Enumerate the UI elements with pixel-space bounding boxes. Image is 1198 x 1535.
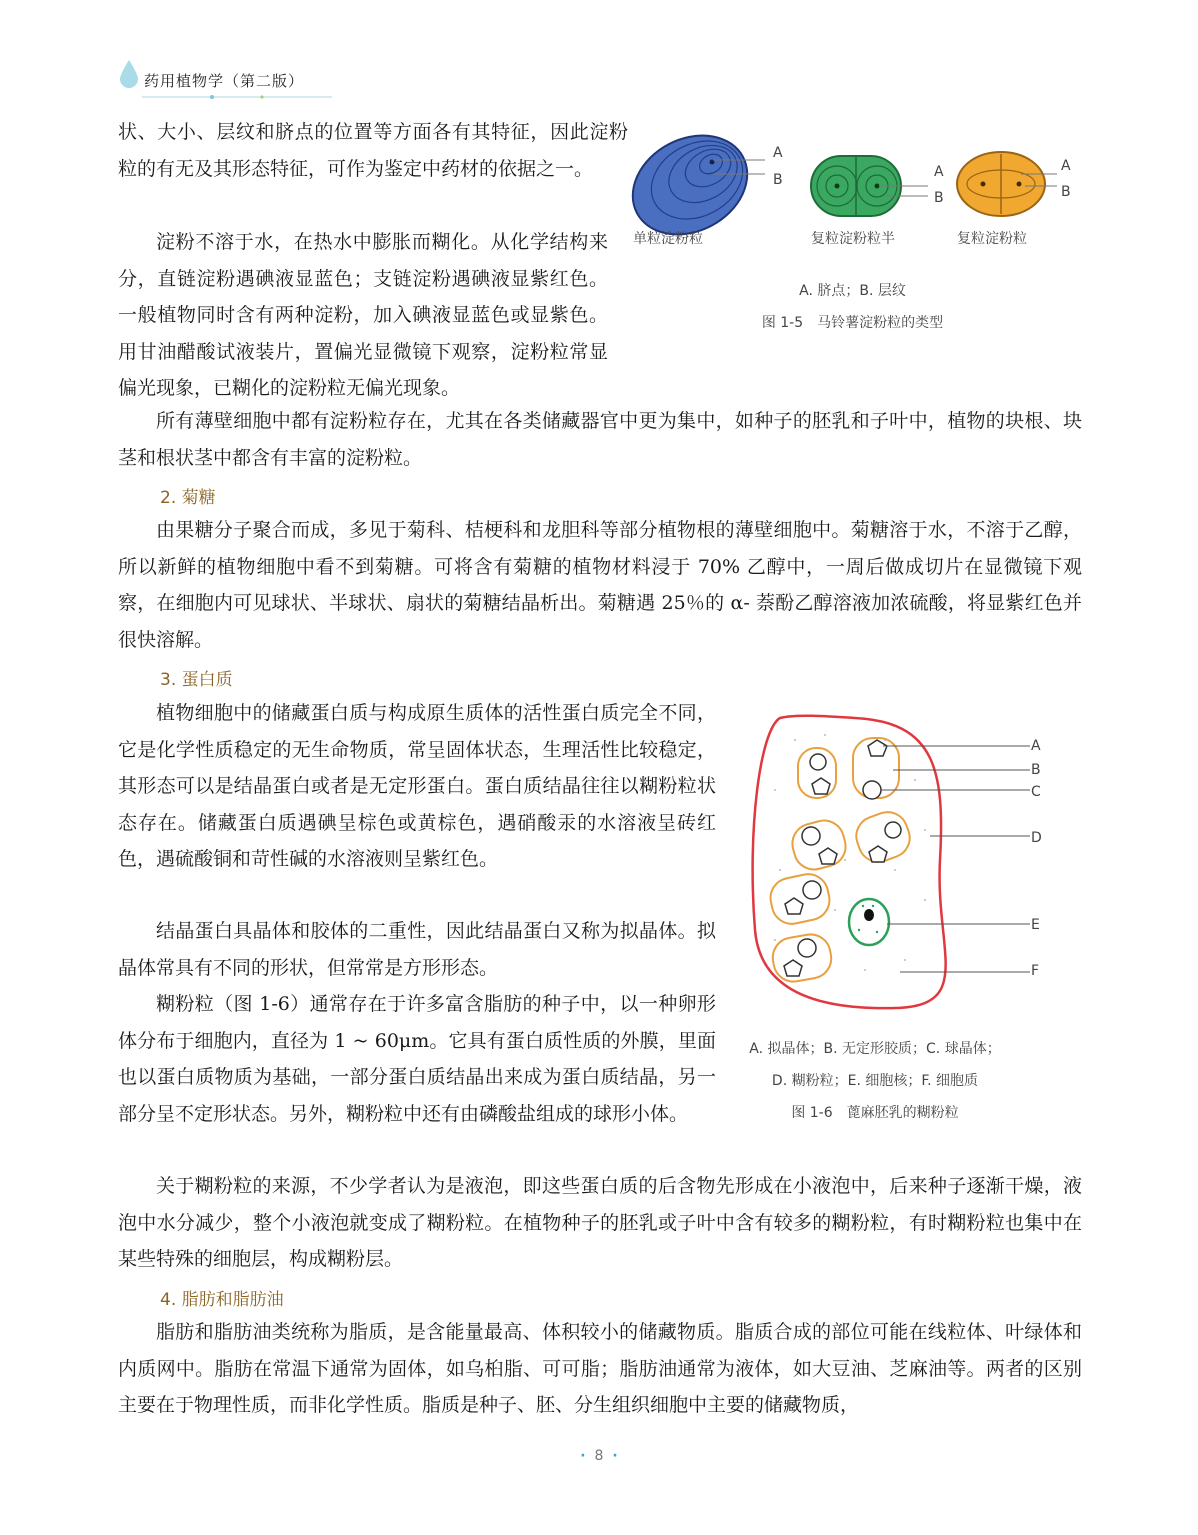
castor-endosperm-cell-illustration	[735, 710, 1075, 1020]
label-a: A	[1061, 158, 1071, 174]
label-b: B	[773, 172, 783, 188]
header-rule	[142, 94, 332, 100]
paragraph: 淀粉不溶于水，在热水中膨胀而糊化。从化学结构来分，直链淀粉遇碘液显蓝色；支链淀粉遇碘液显紫红色。一般植物同时含有两种淀粉，加入碘液显蓝色或显紫色。用甘油醋酸试液装片，置偏光显微镜下观察，淀粉粒常显偏光现象，已糊化的淀粉粒无偏光现象。	[118, 231, 608, 399]
figure-caption: 图 1-6 蓖麻胚乳的糊粉粒	[791, 1105, 959, 1121]
label-b: B	[1061, 184, 1071, 200]
label-b: B	[1031, 762, 1041, 778]
paragraph: 状、大小、层纹和脐点的位置等方面各有其特征，因此淀粉粒的有无及其形态特征，可作为鉴定中药材的依据之一。	[118, 121, 628, 180]
paragraph: 由果糖分子聚合而成，多见于菊科、桔梗科和龙胆科等部分植物根的薄壁细胞中。菊糖溶于水，不溶于乙醇，所以新鲜的植物细胞中看不到菊糖。可将含有菊糖的植物材料浸于 70% 乙醇中，一周后做成切片在显微镜下观察，在细胞内可见球状、半球状、扇状的菊糖结晶析出。菊糖遇 25％的 α- 萘酚乙醇溶液加浓硫酸，将显紫红色并很快溶解。	[118, 519, 1082, 651]
label-f: F	[1031, 963, 1040, 979]
page-number: · 8 ·	[580, 1448, 618, 1464]
half-compound-starch-grain	[811, 156, 928, 216]
paragraph: 结晶蛋白具晶体和胶体的二重性，因此结晶蛋白又称为拟晶体。拟晶体常具有不同的形状，但常常是方形形态。	[118, 920, 716, 979]
subfigure-label: 单粒淀粉粒	[633, 231, 703, 247]
figure-1-6	[725, 710, 1085, 1130]
label-a: A	[934, 164, 944, 180]
figure-legend: A. 拟晶体；B. 无定形胶质；C. 球晶体；	[749, 1041, 1001, 1057]
figure-legend: A. 脐点；B. 层纹	[799, 283, 906, 299]
section-heading: 2. 菊糖	[160, 488, 216, 508]
label-b: B	[934, 190, 944, 206]
paragraph: 脂肪和脂肪油类统称为脂质，是含能量最高、体积较小的储藏物质。脂质合成的部位可能在线粒体、叶绿体和内质网中。脂肪在常温下通常为固体，如乌桕脂、可可脂；脂肪油通常为液体，如大豆油、芝麻油等。两者的区别主要在于物理性质，而非化学性质。脂质是种子、胚、分生组织细胞中主要的储藏物质，	[118, 1321, 1082, 1416]
label-a: A	[773, 145, 783, 161]
section-heading: 4. 脂肪和脂肪油	[160, 1290, 284, 1310]
compound-starch-grain	[957, 152, 1057, 216]
paragraph: 关于糊粉粒的来源，不少学者认为是液泡，即这些蛋白质的后含物先形成在小液泡中，后来种子逐渐干燥，液泡中水分减少，整个小液泡就变成了糊粉粒。在植物种子的胚乳或子叶中含有较多的糊粉粒，有时糊粉粒也集中在某些特殊的细胞层，构成糊粉层。	[118, 1175, 1082, 1270]
subfigure-label: 复粒淀粉粒	[957, 231, 1027, 247]
figure-caption: 图 1-5 马铃薯淀粉粒的类型	[761, 315, 944, 331]
paragraph: 糊粉粒（图 1-6）通常存在于许多富含脂肪的种子中，以一种卵形体分布于细胞内，直径为 1 ~ 60μm。它具有蛋白质性质的外膜，里面也以蛋白质物质为基础，一部分蛋白质结晶出来成为蛋白质结晶，另一部分呈不定形状态。另外，糊粉粒中还有由磷酸盐组成的球形小体。	[118, 993, 716, 1125]
figure-1-5	[625, 120, 1075, 340]
label-a: A	[1031, 738, 1041, 754]
label-c: C	[1031, 784, 1041, 800]
figure-legend: D. 糊粉粒；E. 细胞核；F. 细胞质	[771, 1073, 979, 1089]
running-header	[118, 58, 333, 102]
nucleus	[849, 899, 889, 945]
paragraph: 所有薄壁细胞中都有淀粉粒存在，尤其在各类储藏器官中更为集中，如种子的胚乳和子叶中，植物的块根、块茎和根状茎中都含有丰富的淀粉粒。	[118, 410, 1082, 469]
subfigure-label: 复粒淀粉粒半	[811, 231, 895, 247]
book-title: 药用植物学（第二版）	[144, 72, 305, 90]
starch-grain-illustration	[625, 130, 1075, 240]
water-drop-icon	[118, 58, 140, 90]
page-number-value: 8	[594, 1448, 604, 1464]
simple-starch-grain	[625, 130, 765, 240]
paragraph: 植物细胞中的储藏蛋白质与构成原生质体的活性蛋白质完全不同，它是化学性质稳定的无生命物质，常呈固体状态，生理活性比较稳定，其形态可以是结晶蛋白或者是无定形蛋白。蛋白质结晶往往以糊粉粒状态存在。储藏蛋白质遇碘呈棕色或黄棕色，遇硝酸汞的水溶液呈砖红色，遇硫酸铜和苛性碱的水溶液则呈紫红色。	[118, 702, 716, 870]
label-d: D	[1031, 830, 1042, 846]
section-heading: 3. 蛋白质	[160, 670, 233, 690]
label-e: E	[1031, 917, 1040, 933]
cell-wall	[753, 716, 946, 1008]
